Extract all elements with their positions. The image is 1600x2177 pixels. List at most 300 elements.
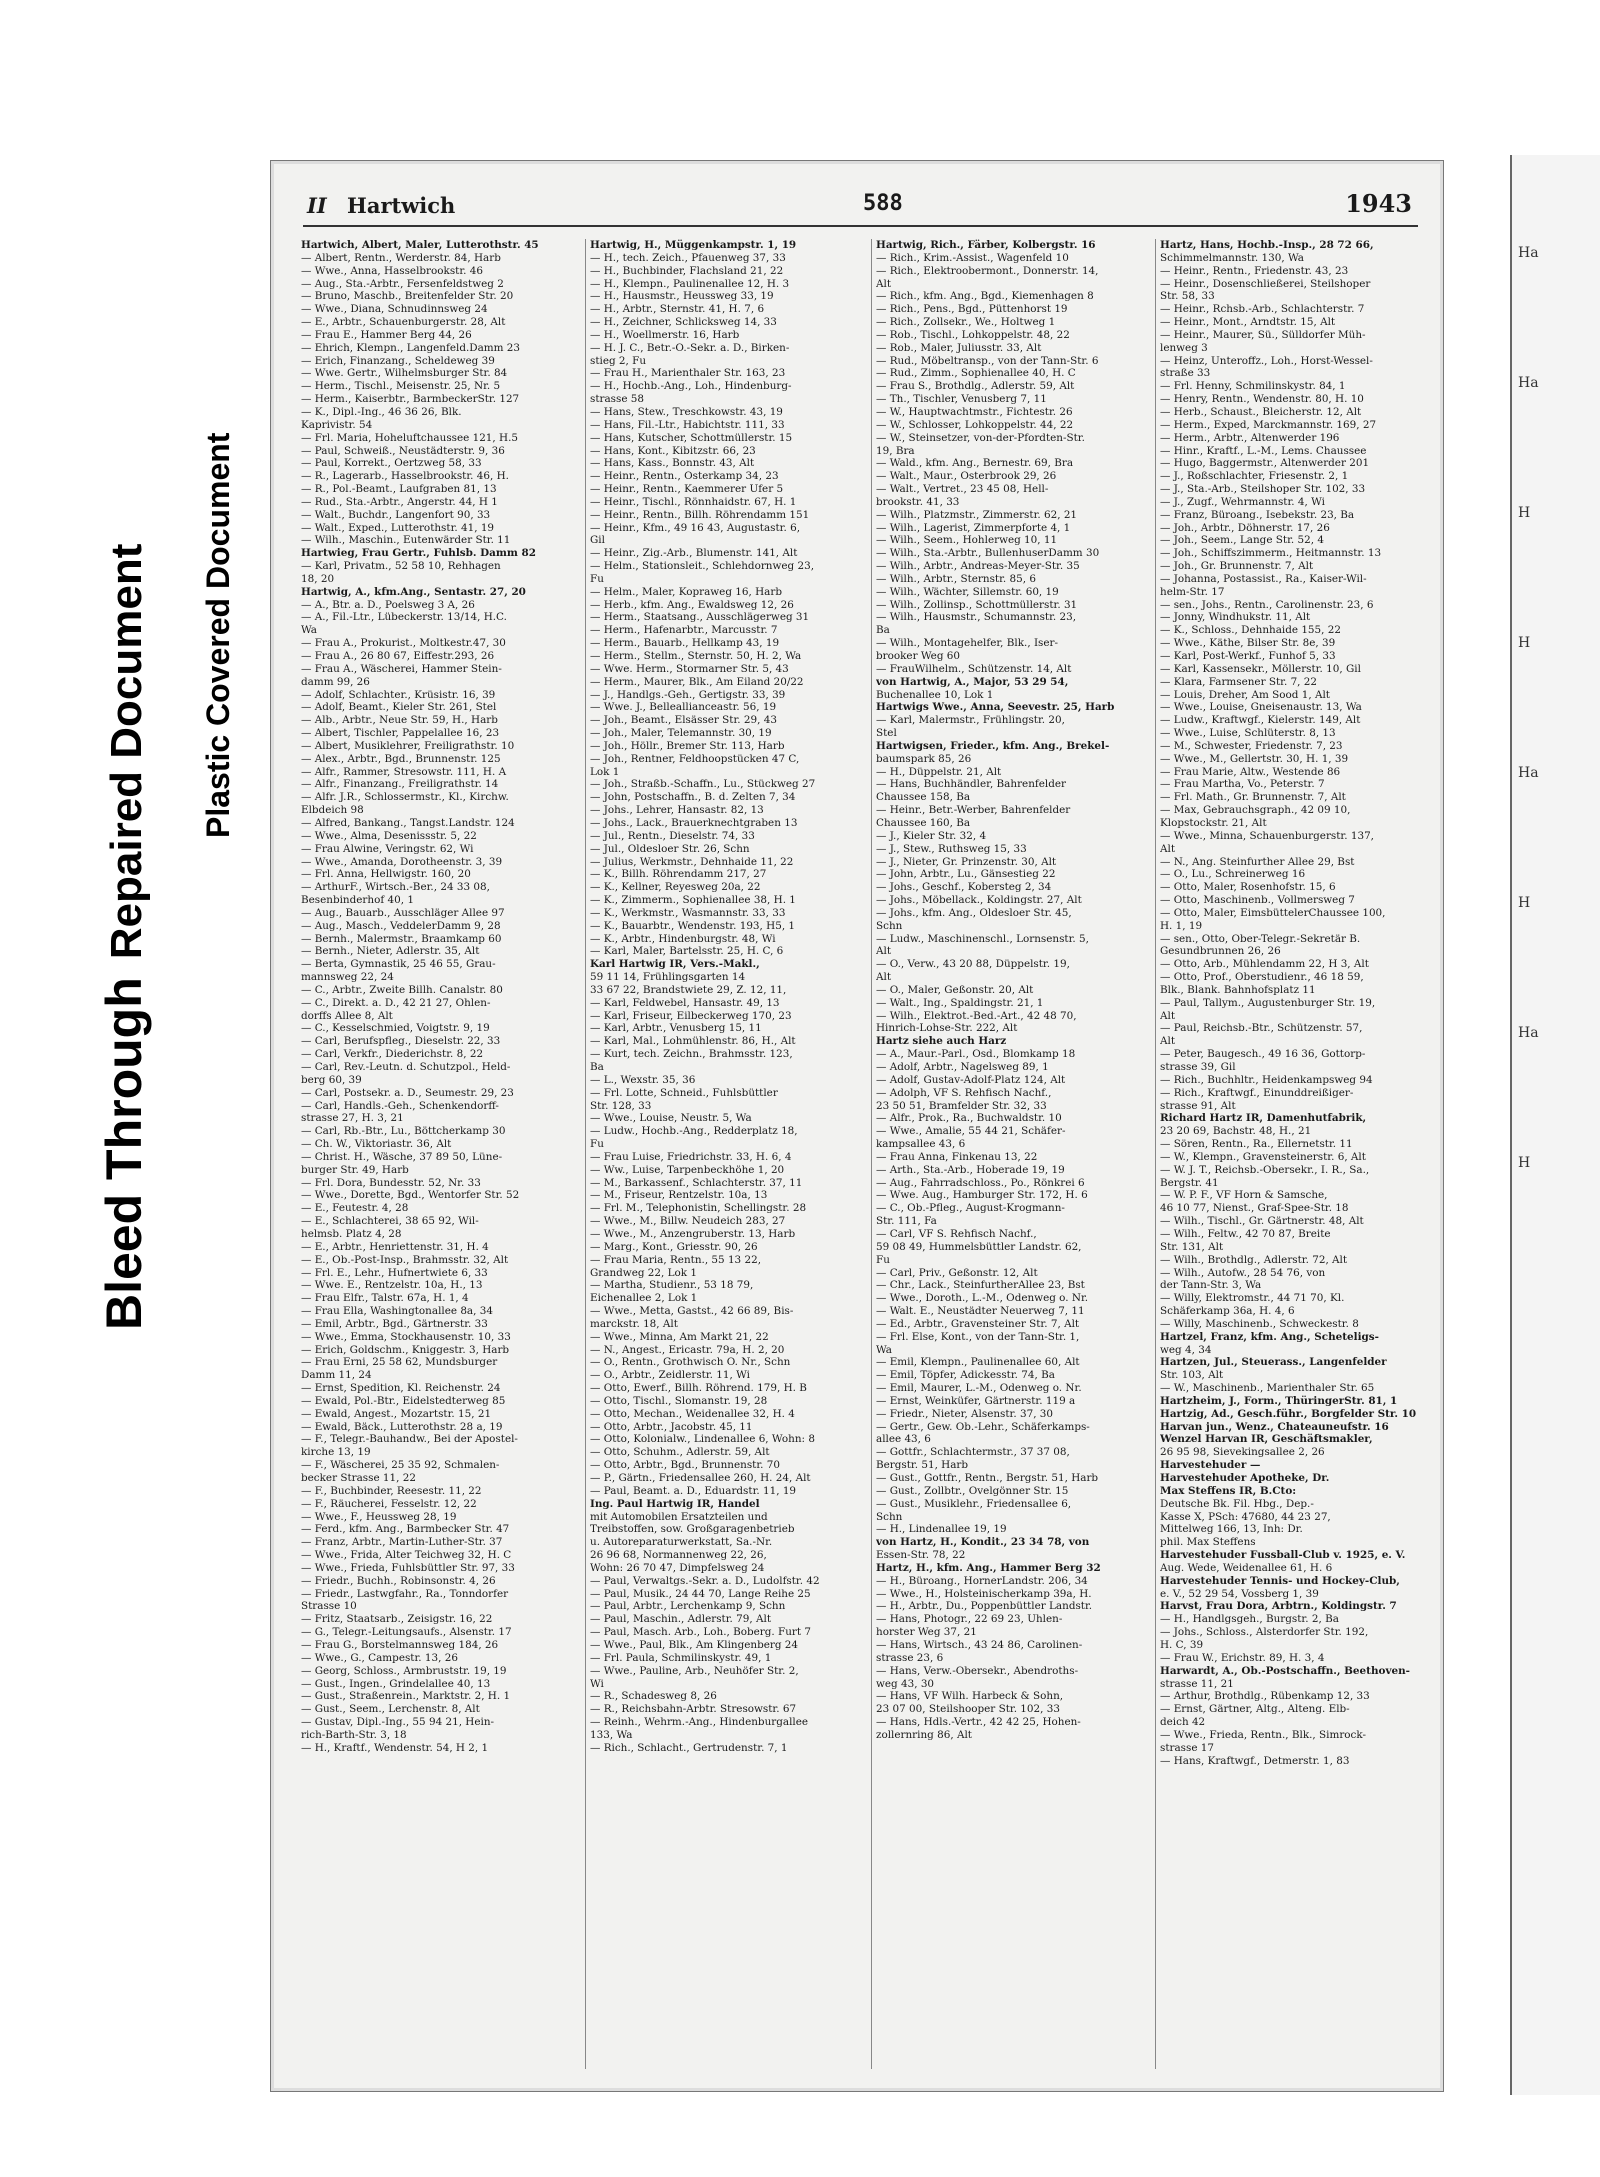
directory-entry: — Bruno, Maschb., Breitenfelder Str. 20 [301, 290, 514, 303]
directory-entry: von Hartz, H., Kondit., 23 34 78, von [876, 1536, 1090, 1549]
directory-entry: — Otto, Maler, Rosenhofstr. 15, 6 [1160, 881, 1336, 894]
directory-entry: — Carl, Handls.-Geh., Schenkendorff- [301, 1099, 499, 1112]
directory-entry: — Joh., Rentner, Feldhoopstücken 47 C, [590, 752, 800, 765]
directory-entry: — Gustav, Dipl.-Ing., 55 94 21, Hein- [301, 1716, 495, 1729]
directory-entry: — Arth., Sta.-Arb., Hoberade 19, 19 [876, 1163, 1065, 1176]
directory-entry: 23 50 51, Bramfelder Str. 32, 33 [876, 1099, 1047, 1112]
directory-entry: — ArthurF., Wirtsch.-Ber., 24 33 08, [301, 881, 490, 894]
directory-entry: — Rud., Sta.-Arbtr., Angerstr. 44, H 1 [301, 495, 498, 508]
directory-entry: — Hans, Kont., Kibitzstr. 66, 23 [590, 444, 756, 457]
directory-entry: stieg 2, Fu [590, 354, 647, 367]
directory-entry: — C., Ob.-Pfleg., August-Krogmann- [876, 1202, 1065, 1215]
directory-entry: — Wwe., M., Billw. Neudeich 283, 27 [590, 1215, 786, 1228]
directory-entry: Ing. Paul Hartwig IR, Handel [590, 1497, 760, 1510]
directory-entry: — Joh., Schiffszimmerm., Heitmannstr. 13 [1160, 547, 1382, 560]
directory-entry: Hartwig, H., Müggenkampstr. 1, 19 [590, 239, 797, 251]
directory-entry: — Frl. Dora, Bundesstr. 52, Nr. 33 [301, 1176, 481, 1189]
directory-entry: Harvestehuder — [1160, 1459, 1261, 1472]
directory-entry: — Carl, Verkfr., Diederichstr. 8, 22 [301, 1048, 484, 1061]
directory-entry: — Walt., Buchdr., Langenfort 90, 33 [301, 508, 491, 521]
directory-entry: — Wilh., Hausmstr., Schumannstr. 23, [876, 611, 1077, 624]
directory-entry: — Gertr., Gew. Ob.-Lehr., Schäferkamps- [876, 1420, 1090, 1433]
directory-entry: — Wwe., M., Anzengruberstr. 13, Harb [590, 1227, 796, 1240]
directory-entry: Hartzel, Franz, kfm. Ang., Scheteligs- [1160, 1330, 1379, 1343]
directory-entry: — P., Gärtn., Friedensallee 260, H. 24, Alt [590, 1472, 811, 1484]
directory-entry: — Herb., kfm. Ang., Ewaldsweg 12, 26 [590, 598, 794, 611]
directory-entry: — A., Fil.-Ltr., Lübeckerstr. 13/14, H.C. [301, 611, 507, 624]
directory-entry: — Hans, Kass., Bonnstr. 43, Alt [590, 457, 755, 470]
directory-entry: — Wwe., G., Campestr. 13, 26 [301, 1651, 458, 1664]
directory-entry: — Rich., Elektroobermont., Donnerstr. 14, [876, 264, 1099, 277]
directory-entry: strasse 27, H. 3, 21 [301, 1112, 404, 1125]
directory-entry: — Heinr., Rchsb.-Arb., Schlachterstr. 7 [1160, 303, 1365, 316]
directory-entry: 26 95 98, Sievekingsallee 2, 26 [1160, 1446, 1325, 1459]
directory-entry: — Joh., Beamt., Elsässer Str. 29, 43 [590, 714, 777, 727]
directory-entry: — H., Büroang., HornerLandstr. 206, 34 [876, 1574, 1088, 1587]
directory-entry: — Albert, Rentn., Werderstr. 84, Harb [301, 251, 501, 264]
directory-entry: — Wwe., M., Gellertstr. 30, H. 1, 39 [1160, 752, 1349, 765]
directory-entry: — Johs., Möbellack., Koldingstr. 27, Alt [876, 894, 1082, 907]
directory-entry: weg 43, 30 [876, 1677, 935, 1690]
directory-entry: — Emil, Maurer, L.-M., Odenweg o. Nr. [876, 1382, 1082, 1395]
directory-entry: Lok 1 [590, 765, 620, 778]
directory-entry: — Herm., Stellm., Sternstr. 50, H. 2, Wa [590, 650, 802, 662]
directory-entry: — J., Sta.-Arb., Steilshoper Str. 102, 33 [1160, 483, 1366, 496]
directory-entry: — Alfr., Prok., Ra., Buchwaldstr. 10 [876, 1112, 1062, 1125]
directory-entry: Aug. Wede, Weidenallee 61, H. 6 [1160, 1561, 1333, 1574]
directory-column-4 [1155, 239, 1438, 2069]
directory-entry: — Frau H., Marienthaler Str. 163, 23 [590, 367, 786, 380]
directory-entry: — H., tech. Zeich., Pfauenweg 37, 33 [590, 251, 786, 264]
directory-entry: — Hans, Wirtsch., 43 24 86, Carolinen- [876, 1638, 1083, 1651]
directory-entry: — Heinr., Tischl., Rönnhaidstr. 67, H. 1 [590, 495, 797, 508]
directory-entry: — Hans, Fil.-Ltr., Habichtstr. 111, 33 [590, 418, 785, 431]
directory-entry: — sen., Otto, Ober-Telegr.-Sekretär B. [1160, 932, 1361, 945]
directory-entry: — Alfr., Rammer, Stresowstr. 111, H. A [301, 765, 507, 778]
directory-entry: — Willy, Elektromstr., 44 71 70, Kl. [1160, 1292, 1345, 1305]
directory-entry: — Bernh., Malermstr., Braamkamp 60 [301, 932, 502, 945]
directory-entry: Fu [590, 1138, 604, 1151]
directory-entry: — sen., Johs., Rentn., Carolinenstr. 23, 6 [1160, 598, 1374, 611]
directory-entry: — Hans, VF Wilh. Harbeck & Sohn, [876, 1690, 1064, 1703]
directory-entry: — Hans, Kraftwgf., Detmerstr. 1, 83 [1160, 1754, 1350, 1767]
directory-entry: Bergstr. 41 [1160, 1176, 1219, 1189]
directory-entry: — J., Roßschlachter, Friesenstr. 2, 1 [1160, 470, 1349, 483]
directory-entry: — Berta, Gymnastik, 25 46 55, Grau- [301, 958, 496, 971]
directory-entry: — K., Dipl.-Ing., 46 36 26, Blk. [301, 405, 462, 418]
directory-entry: — Aug., Bauarb., Ausschläger Allee 97 [301, 906, 505, 919]
directory-entry: — M., Schwester, Friedenstr. 7, 23 [1160, 739, 1343, 752]
directory-entry: Alt [1160, 1009, 1176, 1022]
directory-entry: — Otto, Maler, EimsbüttelerChaussee 100, [1160, 906, 1386, 919]
directory-entry: 133, Wa [590, 1728, 633, 1741]
directory-entry: — E., Ob.-Post-Insp., Brahmsstr. 32, Alt [301, 1253, 509, 1266]
directory-entry: — Otto, Prof., Oberstudienr., 46 18 59, [1160, 971, 1364, 984]
directory-entry: — Ernst, Weinküfer, Gärtnerstr. 119 a [876, 1394, 1076, 1407]
directory-entry: — Paul, Korrekt., Oertzweg 58, 33 [301, 457, 482, 470]
directory-entry: helmsb. Platz 4, 28 [301, 1227, 402, 1240]
directory-entry: — Ch. W., Viktoriastr. 36, Alt [301, 1138, 452, 1151]
directory-entry: — Hans, Verw.-Obersekr., Abendroths- [876, 1664, 1079, 1677]
directory-entry: — Herm., Staatsang., Ausschlägerweg 31 [590, 611, 810, 624]
directory-entry: — Christ. H., Wäsche, 37 89 50, Lüne- [301, 1150, 503, 1163]
directory-entry: Eichenallee 2, Lok 1 [590, 1292, 698, 1305]
directory-entry: — Jonny, Windhukstr. 11, Alt [1160, 611, 1311, 624]
directory-entry: strasse 58 [590, 393, 645, 406]
directory-entry: — Frau E., Hammer Berg 44, 26 [301, 328, 472, 341]
directory-entry: — Alex., Arbtr., Bgd., Brunnenstr. 125 [301, 752, 501, 765]
directory-entry: — Otto, Arb., Mühlendamm 22, H 3, Alt [1160, 958, 1369, 971]
directory-entry: — E., Schlachterei, 38 65 92, Wil- [301, 1215, 479, 1228]
directory-entry: — Ed., Arbtr., Gravensteiner Str. 7, Alt [876, 1317, 1080, 1330]
directory-entry: — H., Woellmerstr. 16, Harb [590, 328, 740, 341]
directory-entry: Richard Hartz IR, Damenhutfabrik, [1160, 1112, 1367, 1125]
directory-entry: — C., Direkt. a. D., 42 21 27, Ohlen- [301, 996, 491, 1009]
directory-entry: Damm 11, 24 [301, 1369, 372, 1382]
directory-entry: Chaussee 160, Ba [876, 816, 971, 829]
directory-entry: burger Str. 49, Harb [301, 1163, 409, 1176]
directory-entry: — H., Zeichner, Schlicksweg 14, 33 [590, 316, 777, 329]
directory-entry: — E., Arbtr., Schauenburgerstr. 28, Alt [301, 316, 506, 329]
directory-entry: Bergstr. 51, Harb [876, 1459, 969, 1472]
directory-entry: — Johs., kfm. Ang., Oldesloer Str. 45, [876, 906, 1072, 919]
directory-entry: Schn [876, 1510, 903, 1523]
directory-entry: — Wwe., Dorette, Bgd., Wentorfer Str. 52 [301, 1189, 520, 1202]
directory-entry: — Henry, Rentn., Wendenstr. 80, H. 10 [1160, 393, 1364, 406]
directory-entry: Hartwigs Wwe., Anna, Seevestr. 25, Harb [876, 701, 1115, 714]
directory-entry: — O., Lu., Schreinerweg 16 [1160, 868, 1306, 881]
directory-entry: Besenbinderhof 40, 1 [301, 894, 414, 907]
directory-entry: — Wilh., Arbtr., Andreas-Meyer-Str. 35 [876, 560, 1080, 573]
directory-entry: strasse 11, 21 [1160, 1677, 1234, 1690]
page-header [303, 189, 1418, 227]
directory-entry: — Wilh., Montagehelfer, Blk., Iser- [876, 637, 1059, 650]
directory-entry: Hartzig, Ad., Gesch.führ., Borgfelder Str. 10 [1160, 1407, 1417, 1420]
directory-entry: — Herm., Hafenarbtr., Marcusstr. 7 [590, 624, 778, 637]
directory-entry: — R., Reichsbahn-Arbtr. Stresowstr. 67 [590, 1703, 797, 1716]
directory-entry: — Th., Tischler, Venusberg 7, 11 [876, 393, 1047, 406]
directory-entry: — Otto, Mechan., Weidenallee 32, H. 4 [590, 1407, 795, 1420]
directory-entry: — H., Lindenallee 19, 19 [876, 1523, 1007, 1536]
directory-entry: — Rich., Kraftwgf., Einunddreißiger- [1160, 1086, 1354, 1099]
directory-entry: — Erich, Goldschm., Kniggestr. 3, Harb [301, 1343, 510, 1356]
directory-entry: — O., Rentn., Grothwisch O. Nr., Schn [590, 1356, 791, 1369]
directory-entry: — Alfr., Finanzang., Freiligrathstr. 14 [301, 778, 499, 791]
directory-entry: — Wwe., Diana, Schnudinnsweg 24 [301, 303, 488, 316]
directory-entry: dorffs Allee 8, Alt [301, 1009, 393, 1022]
directory-entry: — W., Schlosser, Lohkoppelstr. 44, 22 [876, 418, 1074, 431]
directory-entry: — Georg, Schloss., Armbruststr. 19, 19 [301, 1664, 507, 1677]
directory-entry: 19, Bra [876, 444, 915, 457]
directory-entry: — Franz, Arbtr., Martin-Luther-Str. 37 [301, 1536, 503, 1549]
directory-entry: Alt [1160, 842, 1176, 855]
directory-entry: Str. 131, Alt [1160, 1240, 1224, 1253]
directory-entry: — W., Steinsetzer, von-der-Pfordten-Str. [876, 431, 1085, 444]
directory-entry: mannsweg 22, 24 [301, 971, 394, 984]
directory-entry: — Erich, Finanzang., Scheldeweg 39 [301, 354, 495, 367]
directory-entry: — Emil, Klempn., Paulinenallee 60, Alt [876, 1356, 1080, 1369]
directory-entry: Alt [1160, 1035, 1176, 1048]
directory-entry: — Wilh., Brothdlg., Adlerstr. 72, Alt [1160, 1253, 1348, 1266]
directory-entry: — Wwe., Paul, Blk., Am Klingenberg 24 [590, 1638, 799, 1651]
directory-entry: — W. P. F., VF Horn & Samsche, [1160, 1189, 1328, 1202]
directory-entry: — Wwe. Aug., Hamburger Str. 172, H. 6 [876, 1189, 1088, 1202]
directory-entry: — Frau A., Wäscherei, Hammer Stein- [301, 662, 502, 675]
directory-entry: — Hans, Photogr., 22 69 23, Uhlen- [876, 1613, 1063, 1626]
directory-entry: — Gust., Gottfr., Rentn., Bergstr. 51, Harb [876, 1472, 1099, 1484]
directory-entry: — Friedr., Lastwgfahr., Ra., Tonndorfer [301, 1587, 509, 1600]
directory-entry: — Wwe., Anna, Hasselbrookstr. 46 [301, 264, 483, 277]
directory-entry: — Otto, Schuhm., Adlerstr. 59, Alt [590, 1446, 770, 1459]
directory-entry: — Paul, Tallym., Augustenburger Str. 19, [1160, 996, 1376, 1009]
directory-entry: — F., Buchbinder, Reesestr. 11, 22 [301, 1484, 482, 1497]
directory-entry: Chaussee 158, Ba [876, 791, 971, 804]
directory-entry: Wa [876, 1343, 892, 1356]
directory-entry: 59 08 49, Hummelsbüttler Landstr. 62, [876, 1240, 1082, 1253]
directory-entry: — Frau S., Brothdlg., Adlerstr. 59, Alt [876, 380, 1075, 393]
directory-entry: brooker Weg 60 [876, 650, 961, 662]
directory-entry: — Frl. Anna, Hellwigstr. 160, 20 [301, 868, 471, 881]
directory-entry: — Wwe., Alma, Desenissstr. 5, 22 [301, 829, 477, 842]
directory-entry: — Karl, Privatm., 52 58 10, Rehhagen [301, 560, 501, 573]
directory-entry: 23 07 00, Steilshooper Str. 102, 33 [876, 1703, 1060, 1716]
directory-entry: — Louis, Dreher, Am Sood 1, Alt [1160, 688, 1330, 701]
directory-entry: damm 99, 26 [301, 675, 370, 688]
directory-entry: Str. 128, 33 [590, 1099, 652, 1112]
directory-entry: — Wwe., Minna, Am Markt 21, 22 [590, 1330, 769, 1343]
directory-entry: — Wwe. Herm., Stormarner Str. 5, 43 [590, 662, 789, 675]
directory-entry: — Hans, Kutscher, Schottmüllerstr. 15 [590, 431, 793, 444]
directory-entry: Harvestehuder Tennis- und Hockey-Club, [1160, 1574, 1400, 1587]
directory-entry: — Paul, Beamt. a. D., Eduardstr. 11, 19 [590, 1484, 797, 1497]
directory-entry: — O., Verw., 43 20 88, Düppelstr. 19, [876, 958, 1070, 971]
directory-entry: — Herb., Schaust., Bleicherstr. 12, Alt [1160, 405, 1362, 418]
section-number: II [307, 193, 327, 218]
directory-entry: — Klara, Farmsener Str. 7, 22 [1160, 675, 1318, 688]
directory-entry: Wa [301, 624, 317, 637]
directory-entry: — L., Wexstr. 35, 36 [590, 1073, 696, 1086]
directory-entry: kampsallee 43, 6 [876, 1138, 966, 1151]
directory-entry: helm-Str. 17 [1160, 585, 1225, 598]
directory-entry: u. Autoreparaturwerkstatt, Sa.-Nr. [590, 1536, 773, 1549]
directory-entry: — Frau A., Prokurist., Moltkestr.47, 30 [301, 637, 506, 650]
directory-entry: — Bernh., Nieter, Adlerstr. 35, Alt [301, 945, 480, 958]
directory-entry: — Kurt, tech. Zeichn., Brahmsstr. 123, [590, 1048, 793, 1061]
directory-entry: — Alfr. J.R., Schlossermstr., Kl., Kirchw. [301, 791, 509, 804]
directory-entry: — Wwe., Amanda, Dorotheenstr. 3, 39 [301, 855, 503, 868]
directory-entry: 46 10 77, Nienst., Graf-Spee-Str. 18 [1160, 1202, 1349, 1215]
directory-entry: — Rich., Schlacht., Gertrudenstr. 7, 1 [590, 1741, 788, 1754]
directory-entry: — Walt., Exped., Lutterothstr. 41, 19 [301, 521, 495, 534]
directory-entry: 18, 20 [301, 572, 335, 585]
directory-entry: deich 42 [1160, 1716, 1206, 1729]
directory-entry: — Willy, Maschinenb., Schweckestr. 8 [1160, 1317, 1359, 1330]
directory-entry: Schäferkamp 36a, H. 4, 6 [1160, 1305, 1295, 1318]
directory-entry: — Wwe. J., Belleallianceastr. 56, 19 [590, 701, 777, 714]
directory-entry: 23 20 69, Bachstr. 48, H., 21 [1160, 1125, 1312, 1138]
directory-entry: — Wilh., Autofw., 28 54 76, von [1160, 1266, 1326, 1279]
directory-entry: — Alfred, Bankang., Tangst.Landstr. 124 [301, 816, 515, 829]
directory-entry: — Carl, Rb.-Btr., Lu., Böttcherkamp 30 [301, 1125, 506, 1138]
directory-entry: — E., Arbtr., Henriettenstr. 31, H. 4 [301, 1240, 489, 1253]
directory-entry: — Wilh., Wächter, Sillemstr. 60, 19 [876, 585, 1059, 598]
directory-entry: — Ww., Luise, Tarpenbeckhöhe 1, 20 [590, 1163, 785, 1176]
directory-entry: — Albert, Musiklehrer, Freiligrathstr. 10 [301, 739, 515, 752]
directory-entry: — Wilh., Zollinsp., Schottmüllerstr. 31 [876, 598, 1078, 611]
directory-entry: — Wwe., Minna, Schauenburgerstr. 137, [1160, 829, 1374, 842]
directory-entry: — Gust., Seem., Lerchenstr. 8, Alt [301, 1703, 480, 1716]
directory-entry: — Peter, Baugesch., 49 16 36, Gottorp- [1160, 1048, 1366, 1061]
directory-entry: — Wilh., Lagerist, Zimmerpforte 4, 1 [876, 521, 1071, 534]
directory-entry: — Rob., Maler, Juliusstr. 33, Alt [876, 341, 1042, 354]
directory-entry: — Herm., Maurer, Blk., Am Eiland 20/22 [590, 675, 804, 688]
directory-entry: — Franz, Büroang., Isebekstr. 23, Ba [1160, 508, 1355, 521]
directory-entry: Max Steffens IR, B.Cto: [1160, 1484, 1297, 1497]
directory-entry: — Ludw., Maschinenschl., Lornsenstr. 5, [876, 932, 1089, 945]
directory-entry: — Frau Anna, Finkenau 13, 22 [876, 1150, 1038, 1163]
directory-entry: — Herm., Exped, Marckmannstr. 169, 27 [1160, 418, 1377, 431]
directory-entry: — Wwe., Käthe, Bilser Str. 8e, 39 [1160, 637, 1336, 650]
edge-fragment: H [1518, 505, 1531, 521]
directory-entry: Hartz, H., kfm. Ang., Hammer Berg 32 [876, 1561, 1101, 1574]
directory-entry: — Walt., Maur., Osterbrook 29, 26 [876, 470, 1057, 483]
directory-entry: Blk., Blank. Bahnhofsplatz 11 [1160, 983, 1316, 996]
directory-entry: — Carl, Postsekr. a. D., Seumestr. 29, 23 [301, 1086, 514, 1099]
directory-entry: — Frau Luise, Friedrichstr. 33, H. 6, 4 [590, 1150, 792, 1163]
edge-fragment: Ha [1518, 765, 1539, 781]
directory-entry: — Wald., kfm. Ang., Bernestr. 69, Bra [876, 457, 1074, 470]
directory-entry: — Albert, Tischler, Pappelallee 16, 23 [301, 727, 500, 740]
directory-entry: — N., Angest., Ericastr. 79a, H. 2, 20 [590, 1343, 785, 1356]
directory-entry: — R., Lagerarb., Hasselbrookstr. 46, H. [301, 470, 509, 483]
directory-entry: — Hinr., Kraftf., L.-M., Lems. Chaussee [1160, 444, 1367, 457]
directory-entry: — Carl, Berufspfleg., Dieselstr. 22, 33 [301, 1035, 501, 1048]
directory-entry: Hinrich-Lohse-Str. 222, Alt [876, 1022, 1018, 1035]
directory-entry: — Marg., Kont., Griesstr. 90, 26 [590, 1240, 758, 1253]
directory-entry: — Adolf, Beamt., Kieler Str. 261, Stel [301, 701, 497, 714]
directory-entry: Elbdeich 98 [301, 804, 364, 817]
directory-entry: — Wwe. E., Rentzelstr. 10a, H., 13 [301, 1279, 483, 1292]
directory-entry: zollernring 86, Alt [876, 1728, 972, 1741]
directory-entry: Hartz, Hans, Hochb.-Insp., 28 72 66, [1160, 239, 1374, 251]
directory-entry: — G., Telegr.-Leitungsaufs., Alsenstr. 17 [301, 1626, 512, 1639]
directory-entry: — Heinz, Unteroffz., Loh., Horst-Wessel- [1160, 354, 1373, 367]
directory-entry: — Adolph, VF S. Rehfisch Nachf., [876, 1086, 1052, 1099]
directory-entry: horster Weg 37, 21 [876, 1626, 977, 1639]
directory-entry: Harvestehuder Fussball-Club v. 1925, e. V. [1160, 1549, 1406, 1562]
directory-entry: — Otto, Arbtr., Bgd., Brunnenstr. 70 [590, 1459, 780, 1472]
directory-entry: — H., Düppelstr. 21, Alt [876, 765, 1002, 778]
directory-entry: — K., Werkmstr., Wasmannstr. 33, 33 [590, 906, 786, 919]
directory-entry: Alt [876, 971, 892, 984]
directory-entry: — Heinr., Rentn., Friedenstr. 43, 23 [1160, 264, 1349, 277]
directory-entry: — Wilh., Platzmstr., Zimmerstr. 62, 21 [876, 508, 1078, 521]
directory-entry: — Ewald, Angest., Mozartstr. 15, 21 [301, 1407, 492, 1420]
directory-entry: Str. 103, Alt [1160, 1369, 1224, 1382]
directory-entry: — Frau Alwine, Veringstr. 62, Wi [301, 842, 474, 855]
directory-entry: e. V., 52 29 54, Vossberg 1, 39 [1160, 1587, 1319, 1600]
directory-entry: — A., Maur.-Parl., Osd., Blomkamp 18 [876, 1048, 1076, 1061]
directory-entry: — N., Ang. Steinfurther Allee 29, Bst [1160, 855, 1355, 868]
directory-entry: — Herm., Tischl., Meisenstr. 25, Nr. 5 [301, 380, 501, 393]
bleed-through-label [95, 544, 153, 1330]
directory-entry: H. 1, 19 [1160, 919, 1203, 932]
directory-entry: — R., Schadesweg 8, 26 [590, 1690, 717, 1703]
directory-entry: — W., Maschinenb., Marienthaler Str. 65 [1160, 1382, 1375, 1395]
directory-entry: — Frl. M., Telephonistin, Schellingstr. 28 [590, 1202, 807, 1215]
directory-entry: strasse 91, Alt [1160, 1099, 1236, 1112]
directory-entry: — H. J. C., Betr.-O.-Sekr. a. D., Birken- [590, 341, 790, 354]
directory-entry: — Ernst, Spedition, Kl. Reichenstr. 24 [301, 1382, 501, 1395]
directory-entry: — Karl, Arbtr., Venusberg 15, 11 [590, 1022, 762, 1035]
directory-entry: — Karl, Friseur, Eilbeckerweg 170, 23 [590, 1009, 792, 1022]
directory-entry: — Emil, Töpfer, Adickesstr. 74, Ba [876, 1369, 1055, 1382]
directory-entry: — Wwe., Louise, Gneisenaustr. 13, Wa [1160, 701, 1362, 714]
directory-entry: — Joh., Straßb.-Schaffn., Lu., Stückweg 27 [590, 778, 816, 791]
directory-entry: — Heinr., Rentn., Billh. Röhrendamm 151 [590, 508, 810, 521]
directory-entry: — W., Klempn., Gravensteinerstr. 6, Alt [1160, 1150, 1366, 1163]
directory-entry: — Karl, Kassensekr., Möllerstr. 10, Gil [1160, 662, 1361, 675]
directory-entry: Gesundbrunnen 26, 26 [1160, 945, 1281, 958]
directory-entry: strasse 39, Gil [1160, 1061, 1236, 1073]
directory-entry: Harvan jun., Wenz., Chateauneufstr. 16 [1160, 1420, 1389, 1433]
directory-entry: — Adolf, Schlachter., Krüsistr. 16, 39 [301, 688, 496, 701]
edge-fragment: H [1518, 1155, 1531, 1171]
directory-entry: — Frau Marie, Altw., Westende 86 [1160, 765, 1341, 778]
directory-entry: Hartz siehe auch Harz [876, 1035, 1007, 1048]
directory-entry: — Wwe., Frieda, Rentn., Blk., Simrock- [1160, 1728, 1366, 1741]
repaired-document-text: Repaired Document [102, 543, 151, 960]
directory-entry: rich-Barth-Str. 3, 18 [301, 1728, 407, 1741]
directory-entry: — K., Arbtr., Hindenburgstr. 48, Wi [590, 932, 776, 945]
directory-entry: — Friedr., Buchh., Robinsonstr. 4, 26 [301, 1574, 496, 1587]
directory-entry: — Joh., Seem., Lange Str. 52, 4 [1160, 534, 1324, 547]
directory-entry: — W., Hauptwachtmstr., Fichtestr. 26 [876, 405, 1073, 418]
year: 1943 [1345, 189, 1412, 218]
directory-entry: — Hans, Stew., Treschkowstr. 43, 19 [590, 405, 783, 418]
directory-entry: — Gust., Straßenrein., Marktstr. 2, H. 1 [301, 1690, 511, 1703]
directory-entry: Gil [590, 534, 605, 547]
directory-entry: — Helm., Stationsleit., Schlehdornweg 23, [590, 560, 815, 573]
directory-entry: — Rich., Buchhltr., Heidenkampsweg 94 [1160, 1073, 1373, 1086]
directory-entry: Strasse 10 [301, 1600, 357, 1613]
directory-entry: Hartzheim, J., Form., ThüringerStr. 81, 1 [1160, 1394, 1398, 1407]
directory-entry: — Gottfr., Schlachtermstr., 37 37 08, [876, 1446, 1070, 1459]
directory-entry: — Wwe., Pauline, Arb., Neuhöfer Str. 2, [590, 1664, 799, 1677]
directory-entry: Karl Hartwig IR, Vers.-Makl., [590, 958, 760, 971]
directory-entry: — K., Kellner, Reyesweg 20a, 22 [590, 881, 761, 894]
directory-entry: — Joh., Gr. Brunnenstr. 7, Alt [1160, 560, 1314, 573]
directory-entry: Hartwich, Albert, Maler, Lutterothstr. 45 [301, 239, 539, 251]
directory-entry: — Wwe., Doroth., L.-M., Odenweg o. Nr. [876, 1292, 1089, 1305]
directory-entry: — Heinr., Rentn., Kaemmerer Ufer 5 [590, 483, 784, 496]
directory-column-1 [301, 239, 579, 2069]
directory-entry: — Sören, Rentn., Ra., Ellernetstr. 11 [1160, 1138, 1353, 1151]
directory-entry: strasse 23, 6 [876, 1651, 944, 1664]
directory-entry: — Wilh., Tischl., Gr. Gärtnerstr. 48, Alt [1160, 1215, 1364, 1228]
directory-entry: Wenzel Harvan IR, Geschäftsmakler, [1160, 1433, 1373, 1446]
directory-entry: — Aug., Fahrradschloss., Po., Rönkrei 6 [876, 1176, 1085, 1189]
directory-entry: — J., Stew., Ruthsweg 15, 33 [876, 842, 1027, 855]
directory-entry: H. C, 39 [1160, 1638, 1204, 1651]
directory-entry: — Wwe., H., Holsteinischerkamp 39a, H. [876, 1587, 1092, 1600]
directory-entry: — Frau Ella, Washingtonallee 8a, 34 [301, 1305, 493, 1318]
directory-entry: — M., Friseur, Rentzelstr. 10a, 13 [590, 1189, 768, 1202]
directory-entry: — Paul, Verwaltgs.-Sekr. a. D., Ludolfstr. 42 [590, 1574, 820, 1587]
directory-entry: — O., Maler, Geßonstr. 20, Alt [876, 983, 1034, 996]
directory-entry: — K., Billh. Röhrendamm 217, 27 [590, 868, 767, 881]
directory-entry: Treibstoffen, sow. Großgaragenbetrieb [590, 1523, 795, 1536]
